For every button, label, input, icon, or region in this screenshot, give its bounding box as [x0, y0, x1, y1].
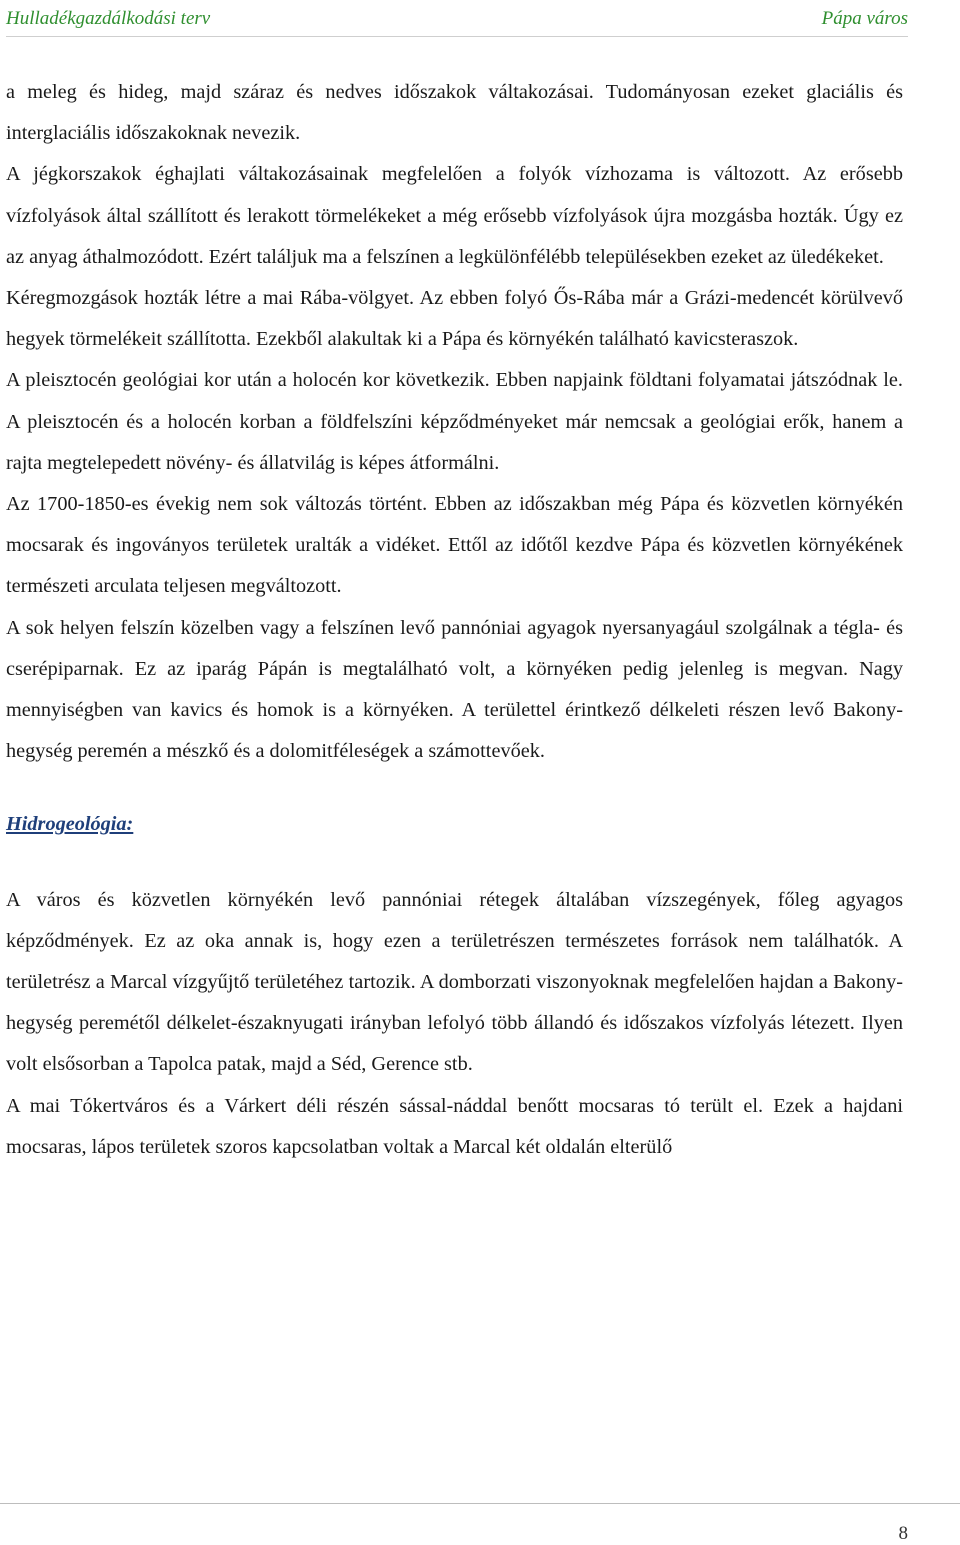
- footer-divider: [0, 1503, 960, 1504]
- paragraph: A sok helyen felszín közelben vagy a felszínen levő pannóniai agyagok nyersanyagául szolgálnak a tégla- és cserépiparnak. Ez az iparág Pápán is megtalálható volt, a környéken pedig jelenleg is megvan. Nagy mennyiségben van kavics és homok is a környéken. A területtel érintkező délkeleti részen levő Bakony-hegység peremén a mészkő és a dolomitféleségek a számottevőek.: [6, 616, 903, 763]
- page-header: [6, 4, 908, 37]
- city-name: Pápa város: [821, 8, 908, 29]
- paragraph: a meleg és hideg, majd száraz és nedves időszakok váltakozásai. Tudományosan ezeket glaciális és interglaciális időszakoknak nevezik.: [6, 81, 903, 145]
- paragraph: A mai Tókertváros és a Várkert déli részén sással-náddal benőtt mocsaras tó terült el. Ezek a hajdani mocsaras, lápos területek szoros kapcsolatban voltak a Marcal két oldalán elterülő: [6, 1094, 903, 1158]
- paragraph: A jégkorszakok éghajlati váltakozásainak megfelelően a folyók vízhozama is változott. Az erősebb vízfolyások által szállított és lerakott törmelékeket a még erősebb vízfolyások újra mozgásba hozták. Úgy ez az anyag áthalmozódott. Ezért találjuk ma a felszínen a legkülönfélébb településekben ezeket az üledékeket.: [6, 163, 903, 268]
- document-title: Hulladékgazdálkodási terv: [6, 8, 211, 29]
- paragraph: A város és közvetlen környékén levő pannóniai rétegek általában vízszegények, főleg agyagos képződmények. Ez az oka annak is, hogy ezen a területrészen természetes források nem találhatók. A területrész a Marcal vízgyűjtő területéhez tartozik. A domborzati viszonyoknak megfelelően hajdan a Bakony-hegység peremétől délkelet-északnyugati irányban lefolyó több állandó és időszakos vízfolyás létezett. Ilyen volt elsősorban a Tapolca patak, majd a Séd, Gerence stb.: [6, 888, 903, 1076]
- paragraph: A pleisztocén geológiai kor után a holocén kor következik. Ebben napjaink földtani folyamatai játszódnak le. A pleisztocén és a holocén korban a földfelszíni képződményeket már nemcsak a geológiai erők, hanem a rajta megtelepedett növény- és állatvilág is képes átformálni.: [6, 369, 903, 474]
- page-number: 8: [898, 1523, 908, 1544]
- paragraph: Az 1700-1850-es évekig nem sok változás történt. Ebben az időszakban még Pápa és közvetlen környékén mocsarak és ingoványos területek uralták a vidéket. Ettől az időtől kezdve Pápa és közvetlen környékének természeti arculata teljesen megváltozott.: [6, 493, 903, 598]
- document-body: [6, 72, 903, 1168]
- paragraph: Kéregmozgások hozták létre a mai Rába-völgyet. Az ebben folyó Ős-Rába már a Grázi-medencét körülvevő hegyek törmelékeit szállította. Ezekből alakultak ki a Pápa és környékén található kavicsteraszok.: [6, 287, 903, 351]
- section-heading: Hidrogeológia:: [6, 813, 134, 836]
